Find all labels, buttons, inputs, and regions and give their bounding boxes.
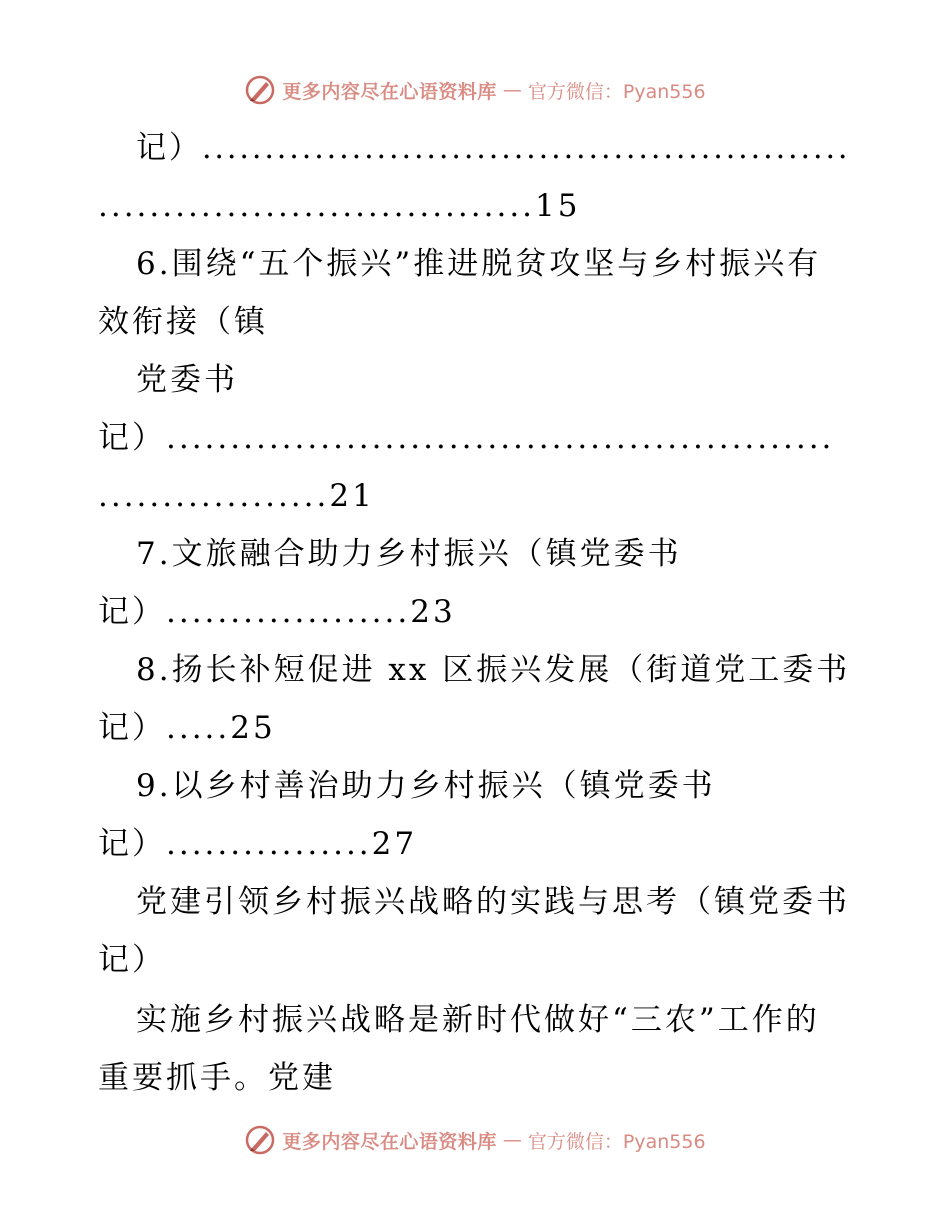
toc-line: 党委书 [136,362,238,398]
toc-line: 效衔接（镇 [98,304,268,340]
toc-line: ..................21 [98,478,375,514]
watermark-separator: — [502,1129,522,1151]
toc-line: 记）.....25 [98,710,276,746]
article-title-cont: 记） [98,942,166,978]
toc-line: 记）................27 [98,826,418,862]
toc-line: 记）...................23 [98,594,456,630]
watermark-text: 更多内容尽在心语资料库 [282,80,497,103]
pen-logo-icon [244,74,276,106]
watermark-contact: 官方微信：Pyan556 [527,80,706,103]
watermark-text: 更多内容尽在心语资料库 [282,1130,497,1153]
paragraph-line: 重要抓手。党建 [98,1060,336,1096]
article-title: 党建引领乡村振兴战略的实践与思考（镇党委书 [136,884,850,920]
toc-entry-8: 8.扬长补短促进 xx 区振兴发展（街道党工委书 [136,652,851,688]
toc-line: 记）.................................................... [98,420,835,456]
pen-logo-icon [244,1124,276,1156]
watermark-separator: — [502,79,522,101]
header-watermark [0,70,950,110]
paragraph-line: 实施乡村振兴战略是新时代做好“三农”工作的 [136,1002,820,1038]
toc-entry-6: 6.围绕“五个振兴”推进脱贫攻坚与乡村振兴有 [136,246,822,282]
watermark-contact: 官方微信：Pyan556 [527,1130,706,1153]
toc-entry-7: 7.文旅融合助力乡村振兴（镇党委书 [136,536,682,572]
footer-watermark [0,1120,950,1160]
toc-line: 记）.................................................... [136,130,851,166]
toc-line: ..................................15 [98,188,581,224]
toc-entry-9: 9.以乡村善治助力乡村振兴（镇党委书 [136,768,716,804]
